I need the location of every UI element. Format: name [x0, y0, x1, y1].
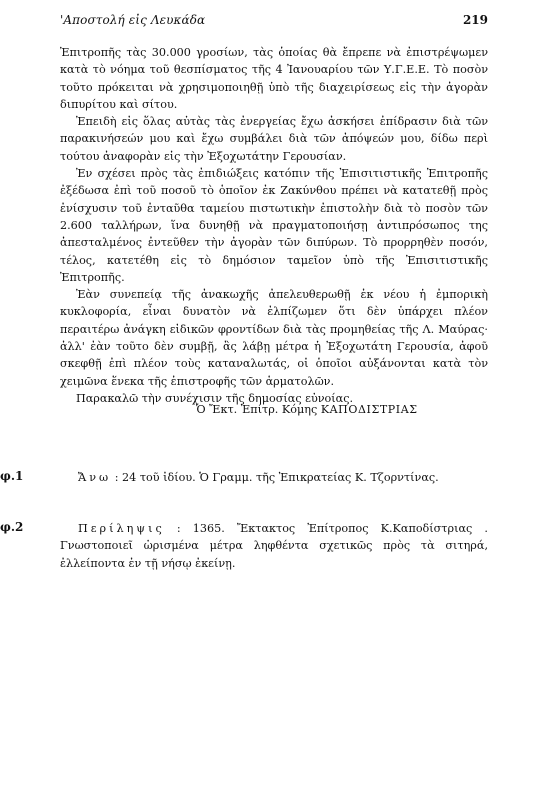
signature-name: ΚΑΠΟΔΙΣΤΡΙΑΣ	[320, 403, 418, 416]
signature-line	[196, 403, 418, 416]
folio-mark: φ.1	[0, 469, 24, 483]
note-label: Ἄνω	[78, 471, 112, 484]
page-number: 219	[462, 13, 488, 27]
paragraph: Παρακαλῶ τὴν συνέχισιν τῆς δημοσίας εὐνοίας.	[76, 391, 354, 405]
letter-body	[60, 44, 488, 407]
note-text	[60, 469, 488, 486]
paragraph: Ἐπειδὴ εἰς ὅλας αὐτὰς τὰς ἐνεργείας ἔχω ἀσκήσει ἐπίδρασιν διὰ τῶν παρακινήσεών μου καὶ ἔχω συμβάλει διὰ τῶν ἀπόψεών μου, δίδω περὶ τούτου ἀναφορὰν εἰς τὴν Ἐξοχωτάτην Γερουσίαν.	[60, 115, 488, 163]
folio-mark: φ.2	[0, 520, 24, 534]
paragraph: Ἐν σχέσει πρὸς τὰς ἐπιδιώξεις κατόπιν τῆς Ἐπισιτιστικῆς Ἐπιτροπῆς ἐξέδωσα ἐπὶ τοῦ ποσοῦ τὸ ὁποῖον ἐκ Ζακύνθου πρέπει νὰ κατατεθῇ πρὸς ἐνίσχυσιν τοῦ ἐνταῦθα ταμείου πιστωτικὴν ἐπιστολὴν διὰ τὸ ποσὸν τῶν 2.600 ταλλήρων, ἵνα δυνηθῇ νὰ πραγματοποιήσῃ ἀντιπρόσωπος της ἀπεσταλμένος ἐντεῦθεν τὴν ἀγορὰν τῶν διπύρων. Τὸ προρρηθὲν ποσόν, τέλος, κατετέθη εἰς τὸ δημόσιον ταμεῖον ὑπὸ τῆς Ἐπισιτιστικῆς Ἐπιτροπῆς.	[60, 167, 488, 284]
note-label: Περίληψις	[78, 522, 165, 535]
note-content: : 24 τοῦ ἰδίου. Ὁ Γραμμ. τῆς Ἐπικρατείας Κ. Τζορντίνας.	[114, 471, 439, 484]
note-text	[60, 520, 488, 572]
page-header	[60, 13, 488, 33]
paragraph: Ἐὰν συνεπείᾳ τῆς ἀνακωχῆς ἀπελευθερωθῇ ἐκ νέου ἡ ἐμπορικὴ κυκλοφορία, εἶναι δυνατὸν νὰ ἐλπίζωμεν ὅτι δὲν ὑπάρχει πλέον περαιτέρω ἀνάγκη εἰδικῶν φροντίδων διὰ τὰς προμηθείας τῆς Λ. Μαύρας· ἀλλ' ἐὰν τοῦτο δὲν συμβῇ, ἂς λάβῃ μέτρα ἡ Ἐξοχωτάτη Γερουσία, ἀφοῦ σκεφθῇ ἐπὶ πλέον τοὺς καταναλωτάς, οἱ ὁποῖοι αὐξάνονται κατὰ τὸν χειμῶνα ἕνεκα τῆς ἐπιστροφῆς τῶν ἁρματολῶν.	[60, 288, 488, 388]
signature-title: Ὁ Ἔκτ. Ἐπίτρ. Κόμης	[196, 403, 318, 416]
note-content: : 1365. Ἔκτακτος Ἐπίτροπος Κ.Καποδίστριας . Γνωστοποιεῖ ὡρισμένα μέτρα ληφθέντα σχετικῶς πρὸς τὰ σιτηρά, ἐλλείποντα ἐν τῇ νήσῳ ἐκείνῃ.	[60, 522, 488, 570]
paragraph: Ἐπιτροπῆς τὰς 30.000 γροσίων, τὰς ὁποίας θὰ ἔπρεπε νὰ ἐπιστρέψωμεν κατὰ τὸ νόημα τοῦ θεσπίσματος τῆς 4 Ἰανουαρίου τῶν Υ.Γ.Ε.Ε. Τὸ ποσὸν τοῦτο πρόκειται νὰ χρησιμοποιηθῇ ὑπὸ τῆς διαχειρίσεως εἰς τὴν ἀγορὰν διπυρίτου καὶ σίτου.	[60, 46, 488, 111]
running-title: 'Αποστολή εἰς Λευκάδα	[60, 13, 206, 27]
